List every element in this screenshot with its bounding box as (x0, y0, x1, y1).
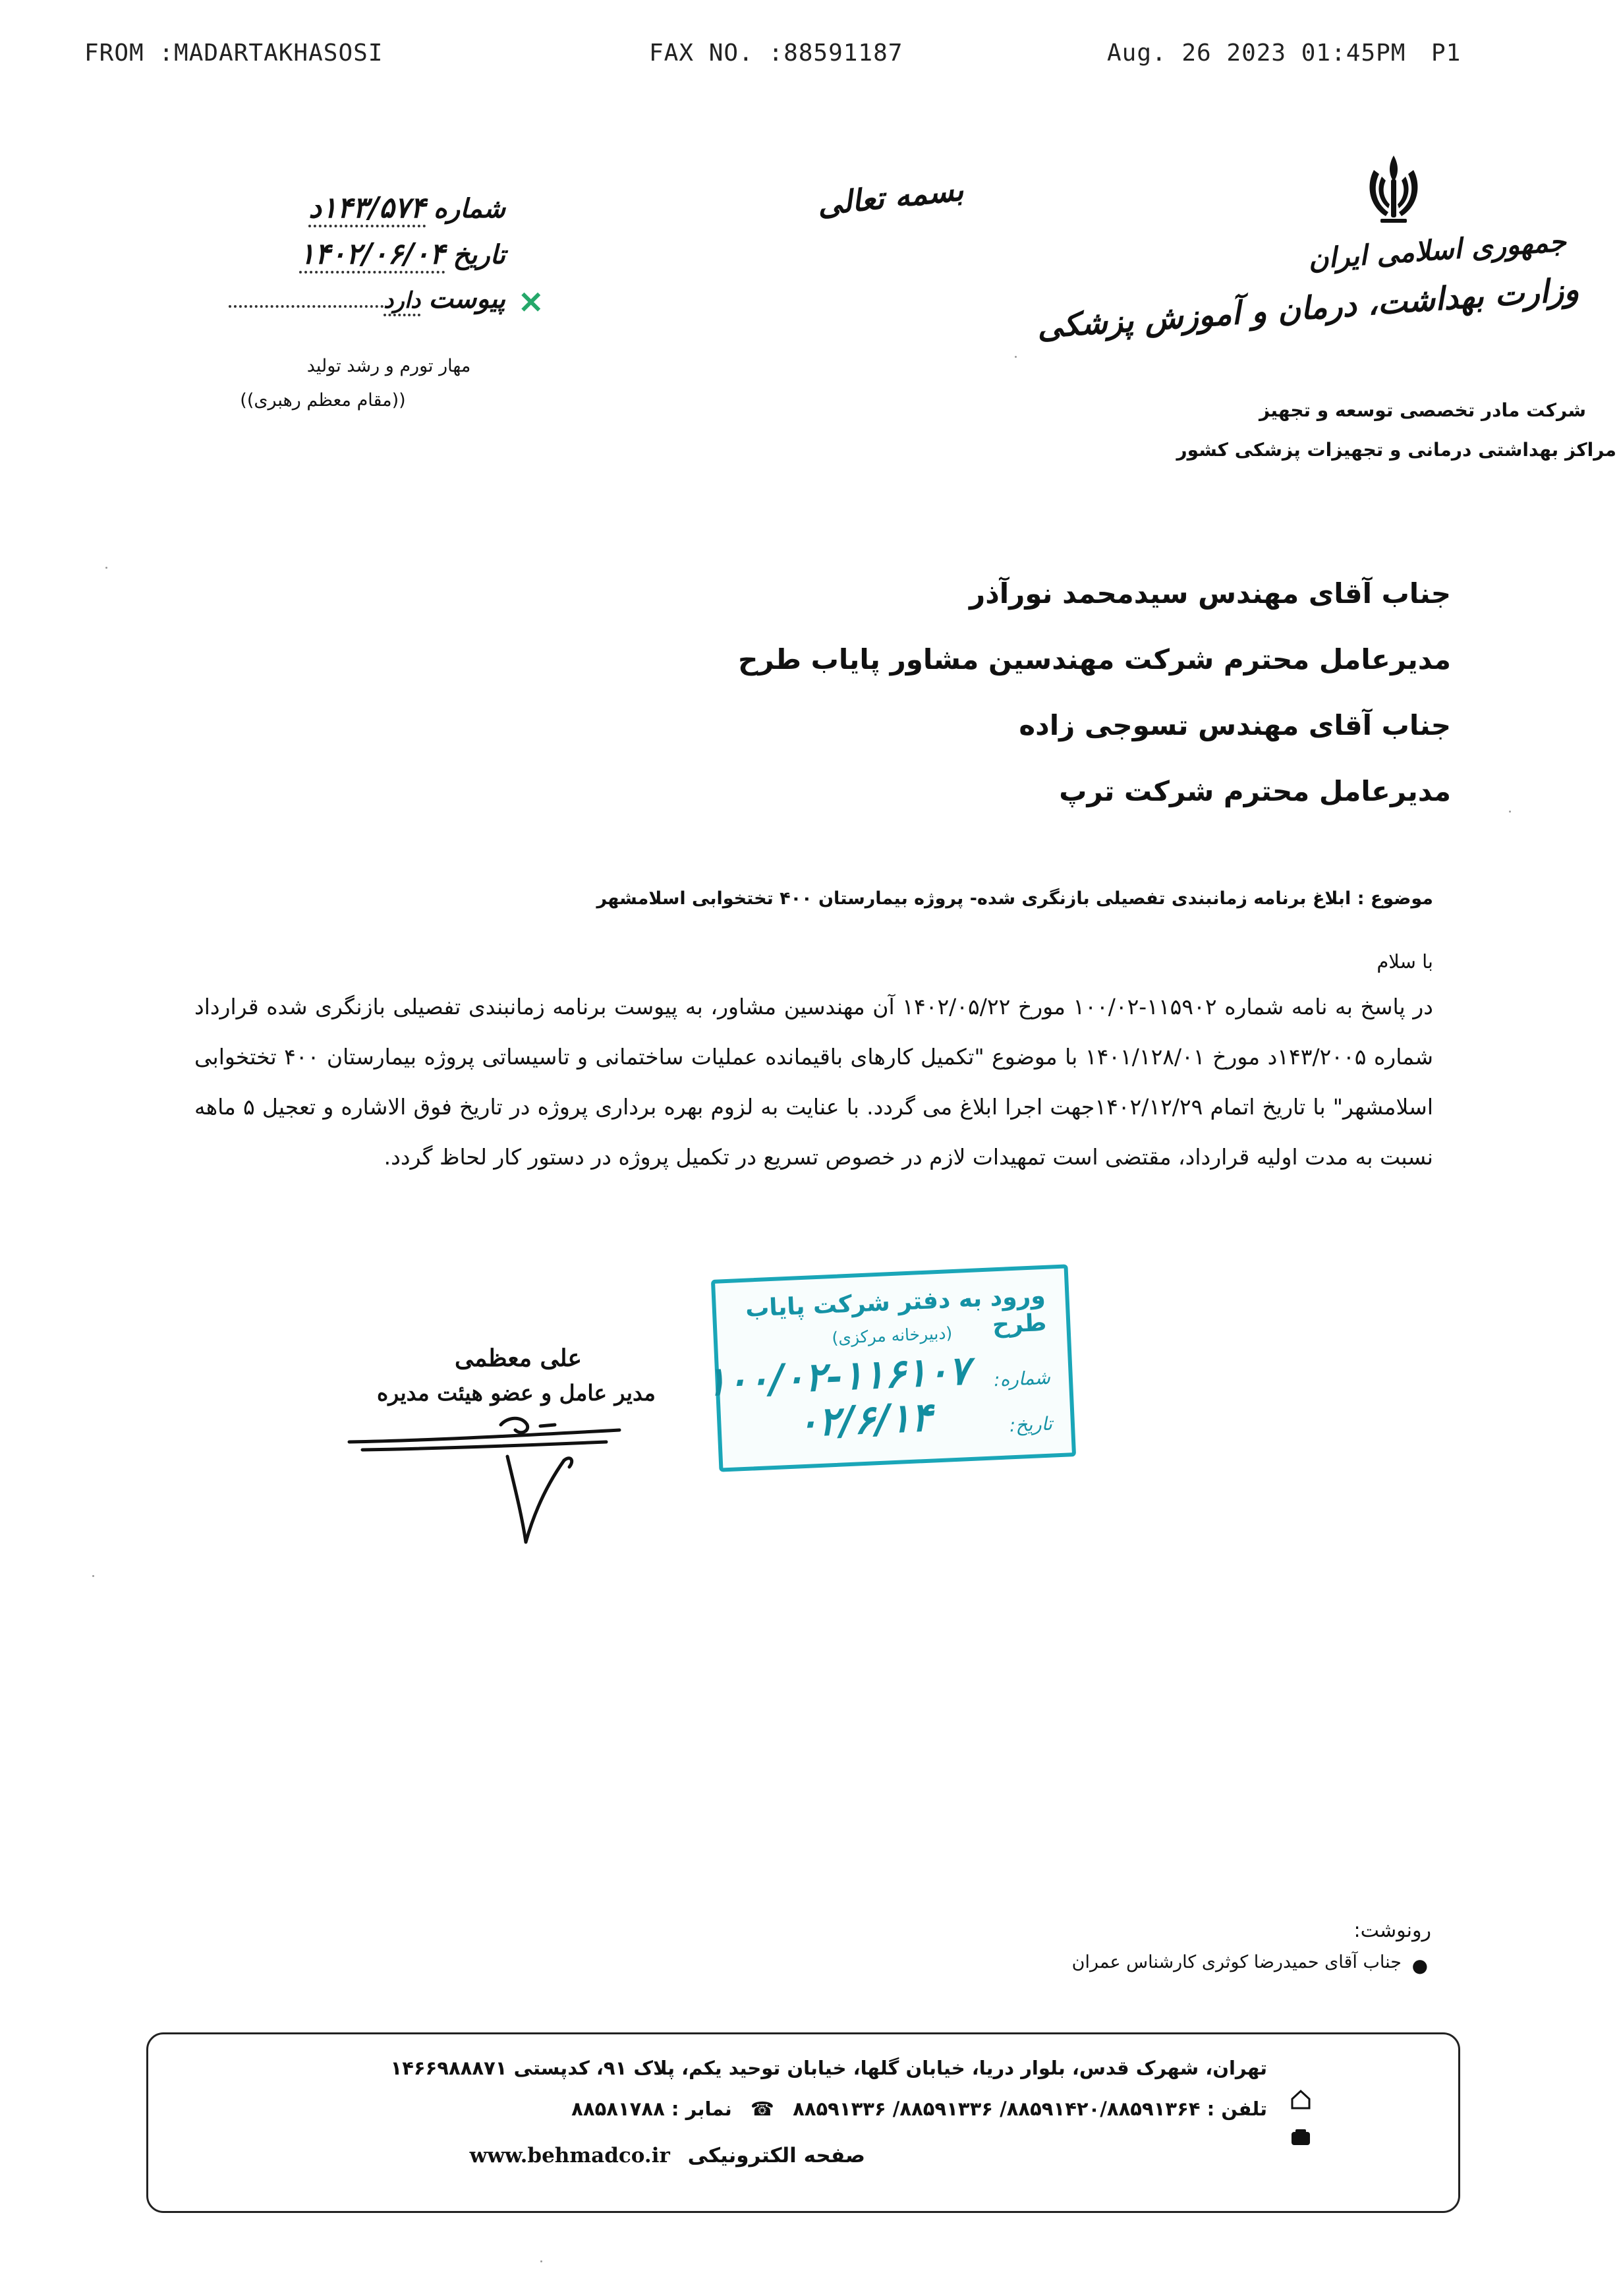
fax-number: FAX NO. :88591187 (649, 40, 903, 67)
footer-web-link[interactable]: www.behmadco.ir (469, 2144, 670, 2167)
body-paragraph: در پاسخ به نامه شماره ۱۱۵۹۰۲-۱۰۰/۰۲ مورخ ۱۴۰۲/۰۵/۲۲ آن مهندسین مشاور، به پیوست برنامه زمانبندی تفصیلی بازنگری شده قرارداد شماره ۱۴۳/۲۰۰۵د مورخ ۱۴۰۱/۱۲۸/۰۱ با موضوع "تکمیل کارهای باقیمانده عملیات ساختمانی و تاسیساتی پروژه بیمارستان ۴۰۰ تختخوابی اسلامشهر" با تاریخ اتمام ۱۴۰۲/۱۲/۲۹جهت اجرا ابلاغ می گردد. با عنایت به لزوم بهره برداری پروژه در تاریخ فوق الاشاره و تعجیل ۵ ماهه نسبت به مدت اولیه قرارداد، مقتضی است تمهیدات لازم در خصوص تسریع در تکمیل پروژه در دستور کار لحاظ گردد. (194, 994, 1433, 1170)
fax-date-time: Aug. 26 2023 01:45PM (1107, 40, 1406, 67)
stamp-date-value: ۰۲/۶/۱۴ (796, 1394, 933, 1447)
received-stamp (704, 1264, 1076, 1472)
footer-address: تهران، شهرک قدس، بلوار دریا، خیابان گلها، خیابان توحید یکم، پلاک ۹۱، کدپستی ۱۴۶۶۹۸۸۸۷۱ (390, 2057, 1267, 2079)
footer-phone-label: تلفن : (1207, 2098, 1267, 2120)
reference-number-row (229, 191, 505, 227)
addressee-3: جناب آقای مهندس تسوجی زاده (1019, 709, 1451, 741)
reference-number-value: ۱۴۳/۵۷۴د (308, 191, 425, 227)
footer-fax-value: ۸۸۵۸۱۷۸۸ (571, 2098, 665, 2120)
footer-fax-label: نمابر : (671, 2098, 732, 2120)
issuer-company-line-2: مراکز بهداشتی درمانی و تجهیزات پزشکی کشور (1176, 439, 1616, 461)
addressee-1: جناب آقای مهندس سیدمحمد نورآذر (969, 577, 1451, 610)
footer-box (146, 2032, 1460, 2213)
bismillah: بسمه تعالی (815, 171, 965, 223)
location-icon (1290, 2088, 1312, 2111)
stamp-title: ورود به دفتر شرکت پایاب طرح (745, 1282, 1048, 1339)
signatory-title: مدیر عامل و عضو هیئت مدیره (377, 1380, 656, 1406)
stamp-subtitle: (دبیرخانه مرکزی) (831, 1323, 953, 1348)
check-mark-icon: ✕ (518, 285, 544, 320)
footer-web-label: صفحه الکترونیکی (687, 2144, 865, 2167)
addressee-4: مدیرعامل محترم شرکت ترپ (1059, 775, 1451, 807)
stamp-number-label: شماره: (993, 1366, 1051, 1391)
issuer-company-line-1: شرکت مادر تخصصی توسعه و تجهیز (1259, 399, 1586, 421)
footer-phone-value: ۸۸۵۹۱۴۲۰/۸۸۵۹۱۳۶۴/ ۸۸۵۹۱۳۳۶/ ۸۸۵۹۱۳۳۶ (793, 2098, 1201, 2120)
reference-date-row (229, 237, 505, 273)
reference-date-value: ۱۴۰۲/۰۶/۰۴ (299, 237, 445, 273)
cc-item: جناب آقای حمیدرضا کوثری کارشناس عمران (1071, 1952, 1402, 1972)
reference-attachment-row (229, 283, 544, 320)
iran-emblem-icon (1354, 150, 1433, 229)
signatory-name: علی معظمی (455, 1344, 582, 1372)
motto-line-1: مهار تورم و رشد تولید (306, 356, 471, 376)
reference-attachment-value: دارد (383, 287, 420, 316)
footer-web-row (470, 2144, 865, 2167)
motto-line-2: ((مقام معظم رهبری)) (240, 390, 406, 411)
subject-line: موضوع : ابلاغ برنامه زمانبندی تفصیلی بازنگری شده- پروژه بیمارستان ۴۰۰ تختخوابی اسلامشهر (596, 888, 1433, 909)
fax-from: FROM :MADARTAKHASOSI (84, 40, 383, 67)
stamp-date-label: تاریخ: (1009, 1412, 1053, 1437)
cc-label: رونوشت: (1353, 1919, 1431, 1942)
issuer-country: جمهوری اسلامی ایران (1307, 225, 1568, 275)
reference-number-label: شماره (433, 193, 505, 224)
phone-icon (1290, 2128, 1312, 2148)
cc-bullet-icon: ● (1411, 1955, 1428, 1976)
greeting: با سلام (1377, 950, 1433, 973)
fax-page: P1 (1431, 40, 1462, 67)
reference-date-label: تاریخ (453, 239, 505, 270)
stamp-number-value: ۱۰۰/۰۲-۱۱۶۱۰۷ (704, 1348, 971, 1406)
reference-attachment-label: پیوست (428, 283, 505, 314)
issuer-ministry: وزارت بهداشت، درمان و آموزش پزشکی (1036, 271, 1580, 346)
footer-contact-row: تلفن : ۸۸۵۹۱۴۲۰/۸۸۵۹۱۳۶۴/ ۸۸۵۹۱۳۳۶/ ۸۸۵۹۱۳۳۶ ☎ نمابر : ۸۸۵۸۱۷۸۸ (571, 2098, 1267, 2120)
handwritten-signature (343, 1410, 646, 1549)
addressee-2: مدیرعامل محترم شرکت مهندسین مشاور پایاب طرح (738, 643, 1451, 675)
